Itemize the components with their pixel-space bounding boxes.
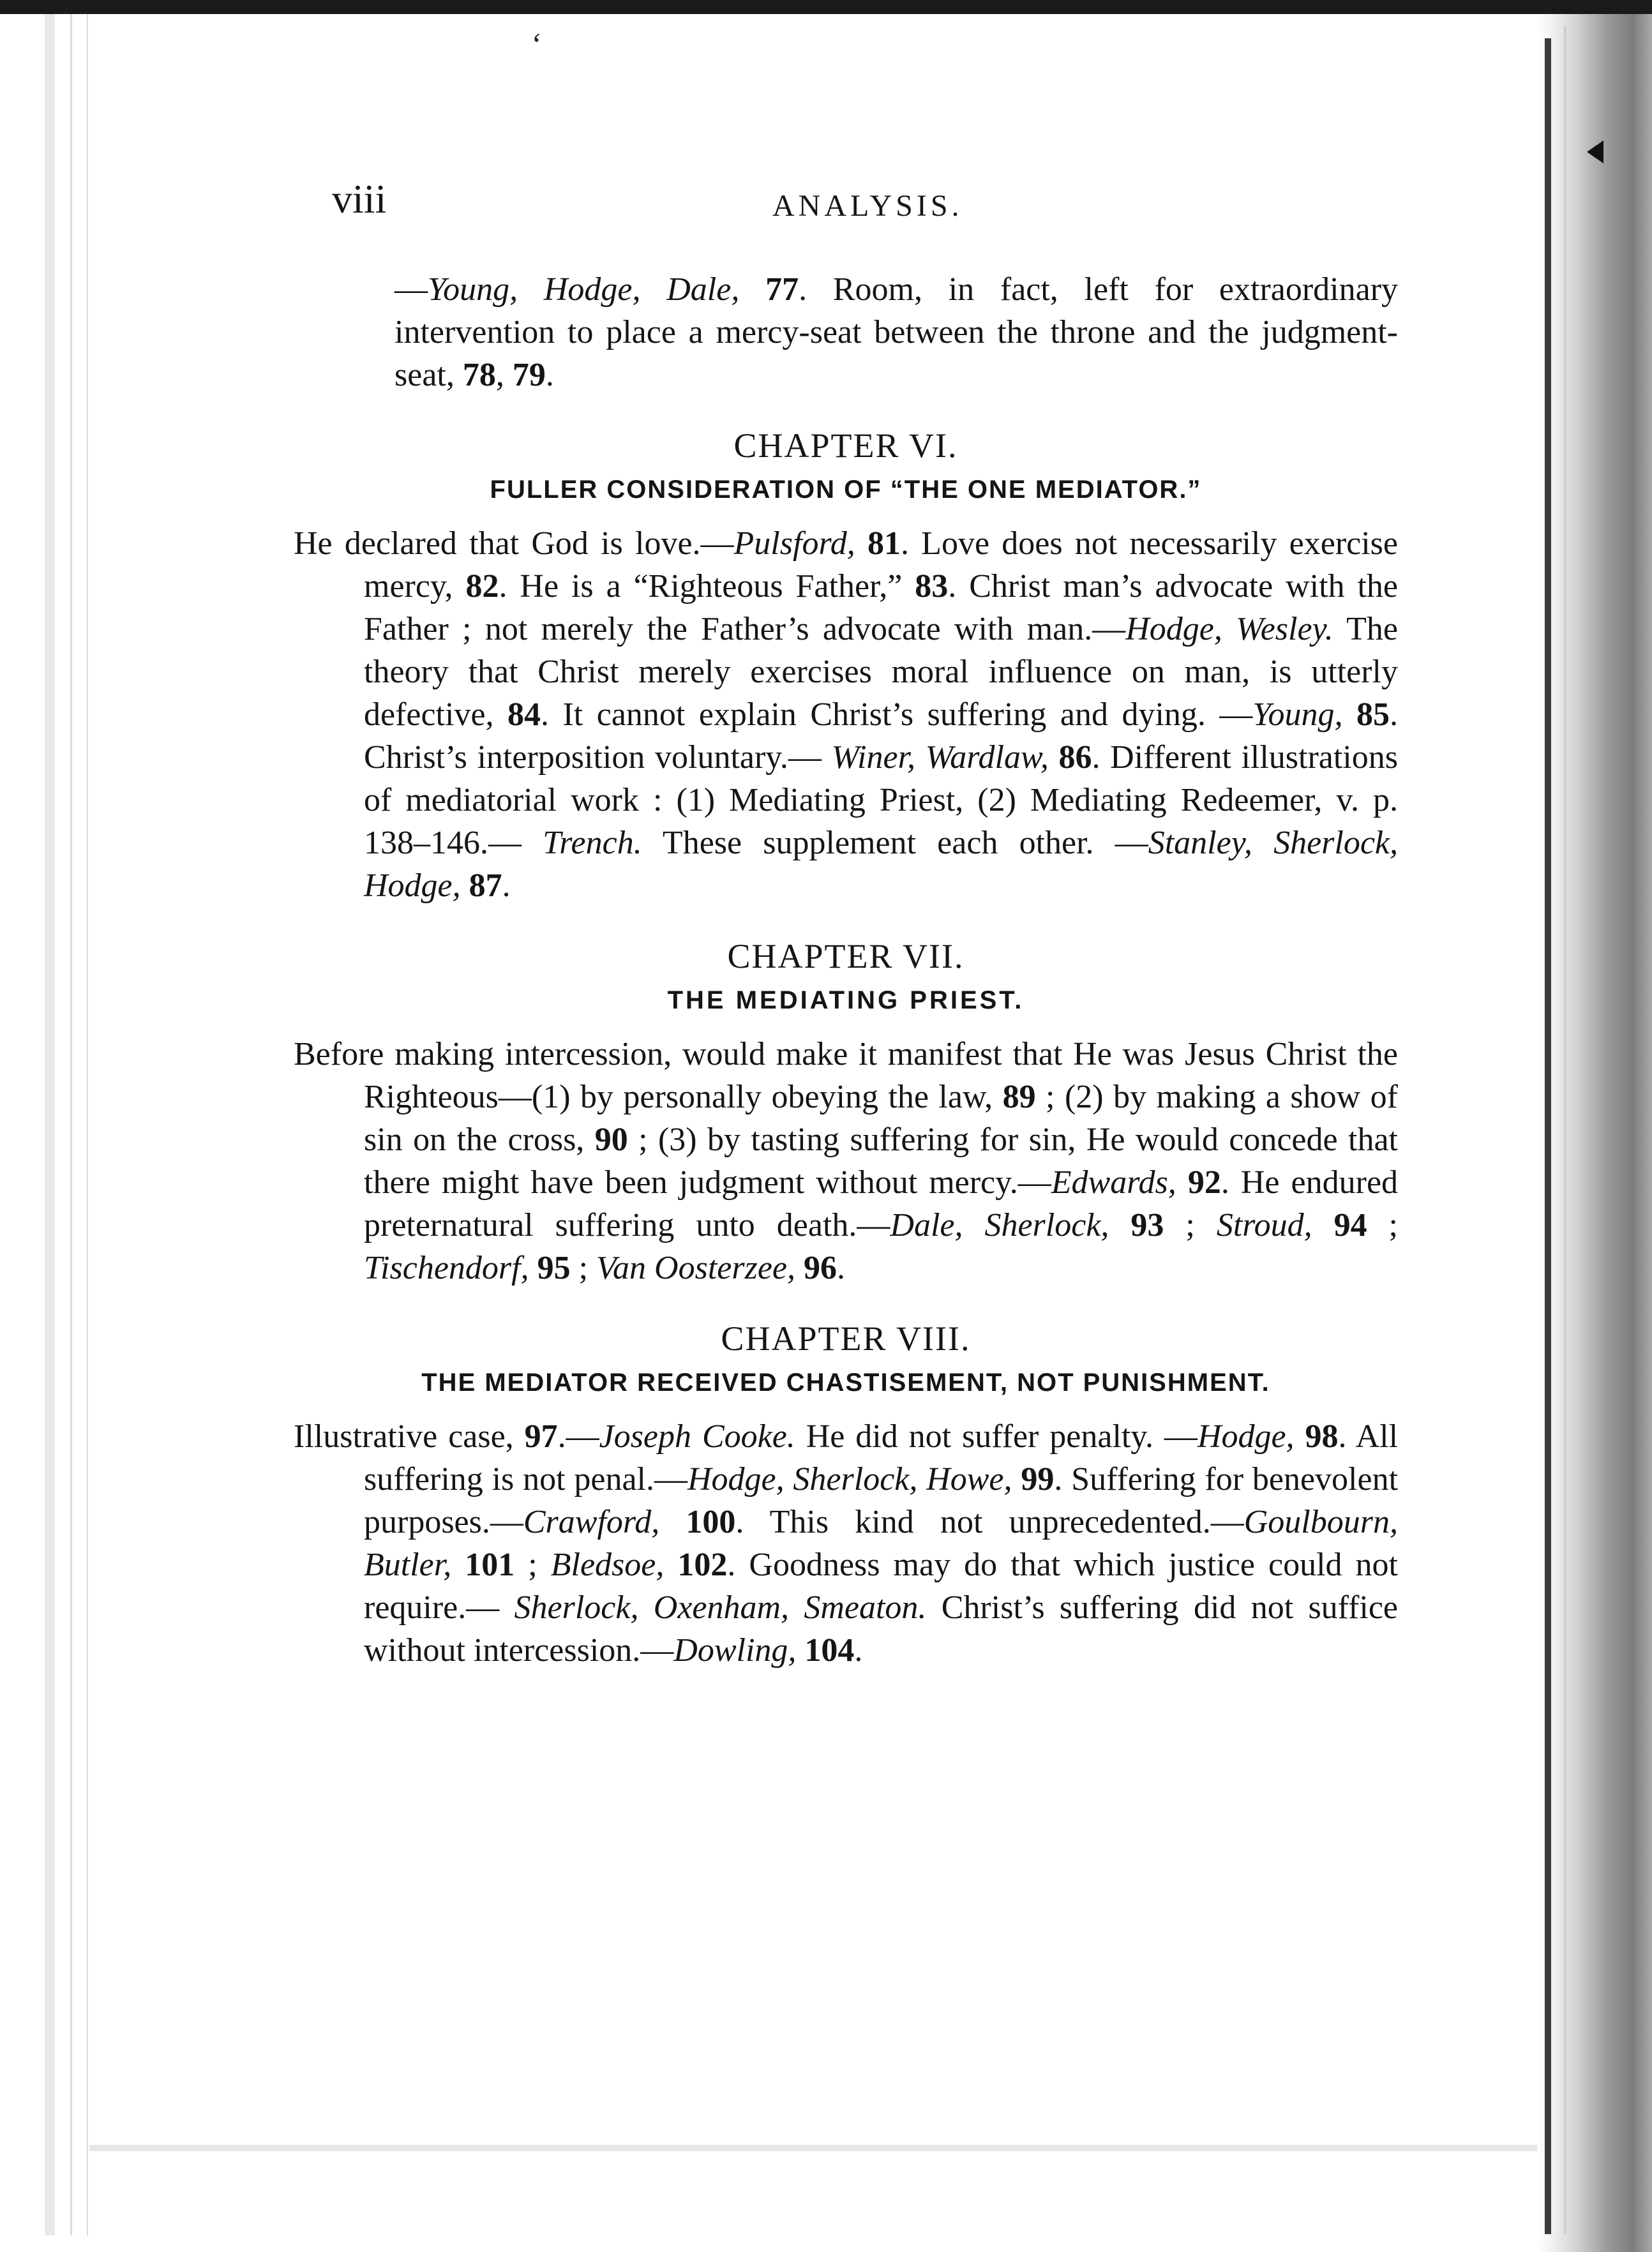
summary-text: ; xyxy=(570,1250,597,1286)
summary-text: Illustrative case, xyxy=(294,1418,525,1455)
page-edge-left xyxy=(45,14,55,2235)
section-number: 101 xyxy=(465,1547,515,1583)
summary-text: . Suffering for benevolent purposes.— xyxy=(364,1461,1399,1540)
section-number: 79 xyxy=(512,357,546,393)
page-bottom-edge xyxy=(89,2145,1537,2151)
summary-text: ; xyxy=(514,1547,551,1583)
section-number: 97 xyxy=(524,1418,558,1455)
author-reference: Van Oosterzee, xyxy=(596,1250,795,1286)
author-reference: Sherlock, Oxenham, Smeaton. xyxy=(514,1589,927,1626)
page-edge-line xyxy=(70,14,72,2235)
author-reference: Hodge, xyxy=(1197,1418,1295,1455)
section-number: 87 xyxy=(469,867,502,904)
chapter-subtitle: FULLER CONSIDERATION OF “THE ONE MEDIATOR.” xyxy=(490,476,1202,504)
summary-text: . All suffering is not penal.— xyxy=(364,1418,1399,1498)
section-number: 98 xyxy=(1305,1418,1339,1455)
summary-text: .— xyxy=(557,1418,599,1455)
book-spine-shadow xyxy=(1537,14,1652,2252)
summary-text: — xyxy=(394,271,428,308)
summary-text xyxy=(1343,696,1356,733)
section-number: 95 xyxy=(537,1250,571,1286)
chapter-8 xyxy=(294,1319,1398,1672)
section-number: 85 xyxy=(1356,696,1390,733)
summary-text: . Different illustrations of mediatorial work : (1) Mediating Priest, (2) Mediating Redeemer, v. p. 138–146.— xyxy=(364,739,1398,861)
spine-mark-icon xyxy=(1587,140,1603,163)
author-reference: Stroud, xyxy=(1216,1207,1312,1243)
section-number: 78 xyxy=(462,357,496,393)
summary-text xyxy=(1312,1207,1334,1243)
summary-text xyxy=(1176,1164,1188,1201)
author-reference: Edwards, xyxy=(1051,1164,1176,1201)
summary-text xyxy=(796,1632,804,1669)
summary-text xyxy=(1049,739,1059,776)
summary-text xyxy=(664,1547,677,1583)
summary-text xyxy=(529,1250,537,1286)
summary-text xyxy=(795,1250,804,1286)
section-number: 92 xyxy=(1187,1164,1221,1201)
author-reference: Trench. xyxy=(543,825,642,861)
section-number: 89 xyxy=(1002,1079,1036,1115)
summary-text xyxy=(739,271,765,308)
section-number: 84 xyxy=(507,696,541,733)
section-number: 96 xyxy=(803,1250,837,1286)
summary-text xyxy=(461,867,469,904)
author-reference: Winer, Wardlaw, xyxy=(831,739,1049,776)
summary-text xyxy=(659,1504,686,1540)
chapter-7 xyxy=(294,936,1398,1289)
author-reference: Hodge, Wesley. xyxy=(1125,611,1333,647)
summary-text: The theory that Christ merely exercises moral influence on man, is utterly defective, xyxy=(364,611,1399,733)
author-reference: Stanley, Sherlock, Hodge, xyxy=(364,825,1398,904)
summary-text xyxy=(855,525,867,562)
chapter-heading: CHAPTER VI. xyxy=(733,426,958,465)
chapter-6 xyxy=(294,426,1398,907)
chapter-subtitle: THE MEDIATOR RECEIVED CHASTISEMENT, NOT PUNISHMENT. xyxy=(421,1369,1270,1397)
continued-paragraph xyxy=(394,268,1398,396)
summary-text: . xyxy=(854,1632,863,1669)
page-edge-line xyxy=(87,14,88,2235)
author-reference: Bledsoe, xyxy=(550,1547,665,1583)
summary-text: . Goodness may do that which justice could not require.— xyxy=(364,1547,1398,1626)
author-reference: Dale, Sherlock, xyxy=(890,1207,1109,1243)
section-number: 90 xyxy=(594,1122,628,1158)
section-number: 83 xyxy=(915,568,949,604)
summary-text: . xyxy=(545,357,554,393)
summary-text: . xyxy=(502,867,511,904)
author-reference: Young, Hodge, Dale, xyxy=(428,271,740,308)
section-number: 81 xyxy=(867,525,901,562)
section-number: 77 xyxy=(765,271,799,308)
chapter-summary xyxy=(294,1033,1398,1289)
section-number: 82 xyxy=(465,568,499,604)
summary-text: He did not suffer penalty. — xyxy=(795,1418,1198,1455)
summary-text: He declared that God is love.— xyxy=(294,525,734,562)
author-reference: Tischendorf, xyxy=(364,1250,529,1286)
pencil-mark: ‘ xyxy=(530,26,541,62)
spine-line xyxy=(1545,38,1551,2234)
summary-text: ; (2) by making a show of sin on the cross, xyxy=(364,1079,1398,1158)
summary-text xyxy=(451,1547,465,1583)
section-number: 102 xyxy=(677,1547,728,1583)
summary-text: . Christ’s interposition voluntary.— xyxy=(364,696,1399,776)
analysis-body xyxy=(294,268,1398,1672)
summary-text: . This kind not unprecedented.— xyxy=(735,1504,1244,1540)
section-number: 104 xyxy=(804,1632,855,1669)
summary-text: Before making intercession, would make it manifest that He was Jesus Christ the Righteous—(1) by personally obeying the law, xyxy=(294,1036,1398,1115)
spine-line xyxy=(1564,26,1566,2234)
summary-text: . It cannot explain Christ’s suffering and dying. — xyxy=(541,696,1253,733)
running-title: ANALYSIS. xyxy=(772,189,963,223)
page-header xyxy=(332,176,1417,233)
author-reference: Dowling, xyxy=(673,1632,797,1669)
author-reference: Crawford, xyxy=(523,1504,660,1540)
section-number: 99 xyxy=(1021,1461,1055,1498)
chapter-heading: CHAPTER VIII. xyxy=(721,1319,971,1358)
scan-top-edge xyxy=(0,0,1652,14)
section-number: 94 xyxy=(1333,1207,1367,1243)
author-reference: Hodge, Sherlock, Howe, xyxy=(687,1461,1012,1498)
summary-text: . Christ man’s advocate with the Father ; not merely the Father’s advocate with man.— xyxy=(364,568,1399,647)
summary-text: ; xyxy=(1367,1207,1398,1243)
section-number: 93 xyxy=(1130,1207,1164,1243)
author-reference: Pulsford, xyxy=(733,525,855,562)
summary-text: , xyxy=(495,357,513,393)
section-number: 86 xyxy=(1058,739,1092,776)
summary-text: ; (3) by tasting suffering for sin, He would concede that there might have been judgment without mercy.— xyxy=(364,1122,1398,1201)
section-number: 100 xyxy=(686,1504,736,1540)
chapter-summary xyxy=(294,1415,1398,1672)
chapter-heading: CHAPTER VII. xyxy=(727,937,965,975)
summary-text xyxy=(1109,1207,1130,1243)
summary-text: . He endured preternatural suffering unto death.— xyxy=(364,1164,1399,1243)
summary-text: . xyxy=(836,1250,845,1286)
summary-text: . Love does not necessarily exercise mercy, xyxy=(364,525,1398,604)
summary-text xyxy=(1012,1461,1021,1498)
summary-text: Christ’s suffering did not suffice without intercession.— xyxy=(364,1589,1398,1669)
page-number: viii xyxy=(332,176,387,221)
author-reference: Joseph Cooke. xyxy=(599,1418,795,1455)
chapter-summary xyxy=(294,522,1398,907)
summary-text xyxy=(1295,1418,1305,1455)
chapter-subtitle: THE MEDIATING PRIEST. xyxy=(667,986,1025,1014)
summary-text: . Room, in fact, left for extraordinary intervention to place a mercy-seat between the throne and the judgment-seat, xyxy=(394,271,1399,393)
summary-text: . He is a “Righteous Father,” xyxy=(499,568,915,604)
summary-text: ; xyxy=(1164,1207,1217,1243)
author-reference: Young, xyxy=(1252,696,1343,733)
summary-text: These supplement each other. — xyxy=(642,825,1148,861)
author-reference: Goulbourn, Butler, xyxy=(364,1504,1398,1583)
